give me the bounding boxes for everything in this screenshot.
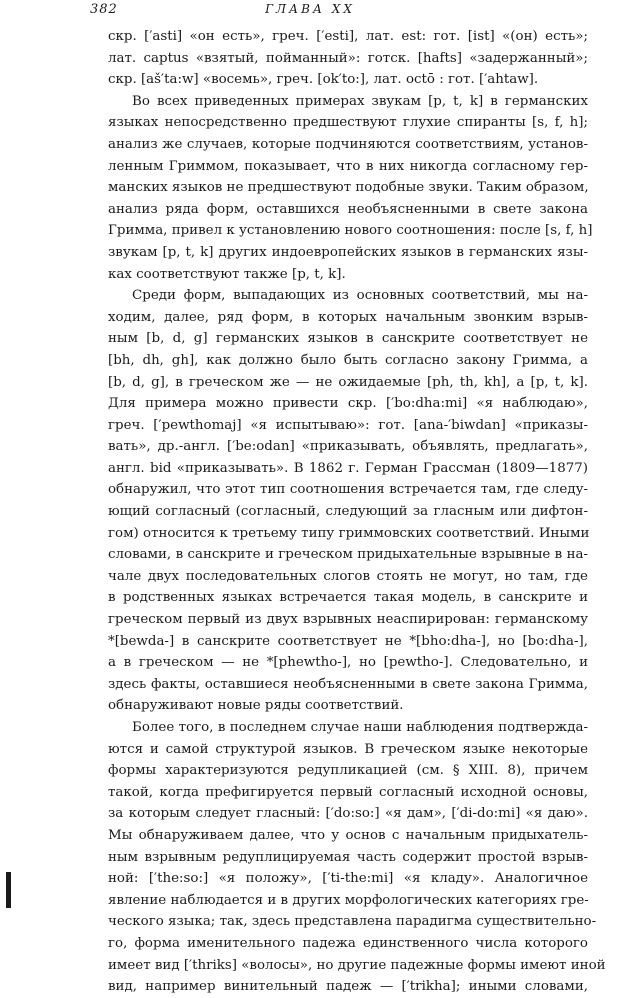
text-line: Во всех приведенных примерах звукам [p, t, k] в германских xyxy=(132,93,588,109)
text-line: явление наблюдается и в других морфологических категориях гре- xyxy=(108,892,589,908)
body-text xyxy=(108,26,606,998)
text-line: скр. [′asti] «он есть», греч. [′esti], лат. est: гот. [ist] «(он) есть»; xyxy=(108,29,588,44)
text-line: ются и самой структурой языков. В греческом языке некоторые xyxy=(108,741,588,757)
text-line: ющий согласный (согласный, следующий за гласным или дифтон- xyxy=(108,504,588,520)
paragraph-spirants xyxy=(108,91,593,285)
text-line: манских языков не предшествуют подобные звуки. Таким образом, xyxy=(108,180,589,196)
text-line: *[bewda-] в санскрите соответствует не *[bho:dha-], но [bo:dha-], xyxy=(108,633,588,649)
text-line: чале двух последовательных слогов стоять не могут, но там, где xyxy=(108,568,588,584)
text-line: языках непосредственно предшествуют глухие спиранты [s, f, h]; xyxy=(108,115,588,131)
text-line: вать», др.-англ. [′be:odan] «приказывать, объявлять, предлагать», xyxy=(108,439,588,455)
text-line: англ. bid «приказывать». В 1862 г. Герман Грассман (1809—1877) xyxy=(108,460,588,476)
text-line: лат. captus «взятый, пойманный»: готск. [hafts] «задержанный»; xyxy=(108,50,588,66)
text-line: анализ ряда форм, оставшихся необъясненными в свете закона xyxy=(108,201,588,217)
text-line: ным взрывным редуплицируемая часть содержит простой взрыв- xyxy=(108,849,588,865)
text-line: [bh, dh, gh], как должно было быть согласно закону Гримма, а xyxy=(108,352,588,368)
text-line: обнаружил, что этот тип соотношения встречается там, где следу- xyxy=(108,482,588,498)
text-line: ленным Гриммом, показывает, что в них никогда согласному гер- xyxy=(108,158,588,174)
text-line: гом) относится к третьему типу гриммовских соответствий. Иными xyxy=(108,525,590,541)
text-line: греческом первый из двух взрывных неаспирирован: германскому xyxy=(108,612,588,628)
text-line: Для примера можно привести скр. [′bo:dha:mi] «я наблюдаю», xyxy=(108,396,588,412)
text-line: ках соответствуют также [p, t, k]. xyxy=(108,266,346,282)
text-line: обнаруживают новые ряды соответствий. xyxy=(108,698,404,714)
text-line: Гримма, привел к установлению нового соотношения: после [s, f, h] xyxy=(108,223,593,239)
text-line: за которым следует гласный: [′do:so:] «я дам», [′di-do:mi] «я даю». xyxy=(108,806,588,822)
text-line: вид, например винительный падеж — [′trikha]; иными словами, xyxy=(108,979,588,995)
text-line: ходим, далее, ряд форм, в которых начальным звонким взрыв- xyxy=(108,309,588,325)
text-line: го, форма именительного падежа единственного числа которого xyxy=(108,935,588,951)
text-line: словами, в санскрите и греческом придыхательные взрывные в на- xyxy=(108,547,588,563)
text-line: Среди форм, выпадающих из основных соответствий, мы на- xyxy=(132,288,588,304)
text-line: ной: [′the:so:] «я положу», [′ti-the:mi] «я кладу». Аналогичное xyxy=(108,871,588,887)
text-line: а в греческом — не *[phewtho-], но [pewtho-]. Следовательно, и xyxy=(108,655,588,671)
text-line: ческого языка; так, здесь представлена парадигма существительно- xyxy=(108,914,597,930)
text-line: Более того, в последнем случае наши наблюдения подтвержда- xyxy=(132,720,588,735)
text-line: в родственных языках встречается такая модель, в санскрите и xyxy=(108,590,588,606)
text-line: звукам [p, t, k] других индоевропейских языков в германских язы- xyxy=(108,244,588,260)
text-line: Мы обнаруживаем далее, что у основ с начальным придыхатель- xyxy=(108,827,588,843)
page-number: 382 xyxy=(90,2,118,17)
text-line: греч. [′pewthomaj] «я испытываю»: гот. [ana-′biwdan] «приказы- xyxy=(108,417,588,433)
text-line: имеет вид [′thriks] «волосы», но другие падежные формы имеют иной xyxy=(108,957,606,973)
paragraph-examples xyxy=(108,26,588,91)
running-title: ГЛАВА XX xyxy=(265,2,355,16)
scan-edge-mark xyxy=(6,872,11,908)
paragraph-reduplication xyxy=(108,717,606,998)
text-line: скр. [aš′ta:w] «восемь», греч. [ok′to:], лат. octō : гот. [′ahtaw]. xyxy=(108,72,539,88)
text-line: ным [b, d, g] германских языков в санскрите соответствует не xyxy=(108,331,588,347)
text-line: [b, d, g], в греческом же — не ожидаемые [ph, th, kh], а [p, t, k]. xyxy=(108,374,588,390)
text-line: здесь факты, оставшиеся необъясненными в свете закона Гримма, xyxy=(108,676,588,692)
text-line: такой, когда префигируется первый согласный исходной основы, xyxy=(108,784,588,800)
paragraph-grassmann xyxy=(108,285,588,717)
text-line: анализ же случаев, которые подчиняются соответствиям, установ- xyxy=(108,136,588,152)
text-line: формы характеризуются редупликацией (см. § XIII. 8), причем xyxy=(108,763,588,779)
